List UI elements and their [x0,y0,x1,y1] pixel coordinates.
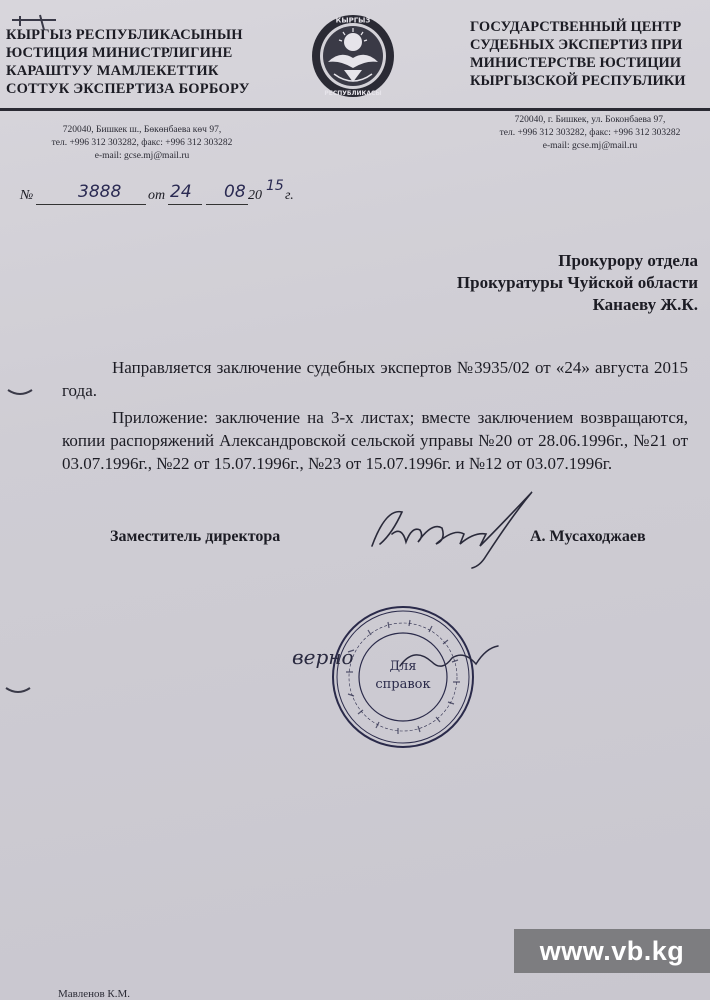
header-russian-line: ГОСУДАРСТВЕННЫЙ ЦЕНТР [470,19,682,35]
recipient-line: Прокуратуры Чуйской области [456,273,698,292]
address-line: тел. +996 312 303282, факс: +996 312 303282 [499,128,681,138]
letter-body [62,356,688,479]
header-kyrgyz-line: СОТТУК ЭКСПЕРТИЗА БОРБОРУ [6,81,250,97]
ref-year-prefix: 20 [248,188,262,203]
ref-date-label: от [148,188,166,203]
emblem-bottom-text: РЕСПУБЛИКАСЫ [324,90,382,97]
address-line: e-mail: gcse.mj@mail.ru [542,141,638,151]
address-russian [470,114,710,153]
header-russian-line: КЫРГЫЗСКОЙ РЕСПУБЛИКИ [470,73,686,89]
address-line: 720040, Бишкек ш., Бөкөнбаева көч 97, [62,125,222,135]
state-emblem-icon [310,12,396,100]
ref-month: 08 [224,182,246,202]
ref-day-line [168,204,202,205]
ref-number-line [36,204,146,205]
header-kyrgyz [6,26,306,98]
ref-number: 3888 [78,182,122,202]
ref-number-label: № [20,188,34,203]
ref-month-line [206,204,248,205]
address-kyrgyz [12,124,272,163]
recipient-block [300,250,698,316]
address-line: тел. +996 312 303282, факс: +996 312 303282 [51,138,233,148]
ref-year-suffix: 15 [266,178,284,194]
header-russian [470,18,710,90]
punch-mark-icon [4,684,32,696]
header-russian-line: МИНИСТЕРСТВЕ ЮСТИЦИИ [470,55,682,71]
ref-day: 24 [170,182,192,202]
site-watermark: www.vb.kg [514,929,710,973]
body-paragraph: Направляется заключение судебных экспертов №3935/02 от «24» августа 2015 года. [62,358,688,400]
stamp-center-line1: Для [389,659,417,674]
signatory-title: Заместитель директора [110,528,281,545]
punch-mark-icon [6,386,34,398]
address-line: e-mail: gcse.mj@mail.ru [94,151,190,161]
body-paragraph: Приложение: заключение на 3-х листах; вместе заключением возвращаются, копии распоряжений Александровской сельской управы №20 от 28.06.1996г., №21 от 03.07.1996г., №22 от 15.07.1996г., №23 от 15.07.1996г. и №12 от 03.07.1996г. [62,408,688,473]
header-kyrgyz-line: КАРАШТУУ МАМЛЕКЕТТИК [6,63,219,79]
emblem-top-text: КЫРГЫЗ [335,16,371,25]
ref-year-label: г. [285,188,294,203]
signatory-name: А. Мусаходжаев [530,528,646,545]
header-kyrgyz-line: КЫРГЫЗ РЕСПУБЛИКАСЫНЫН [6,27,243,43]
recipient-line: Прокурору отдела [558,251,698,270]
outgoing-reference [20,178,320,210]
header-kyrgyz-line: ЮСТИЦИЯ МИНИСТРЛИГИНЕ [6,45,233,61]
executor-name: Мавленов К.М. [58,988,131,1000]
header-divider [0,108,710,111]
binder-clip-mark-icon [10,12,60,34]
handwritten-signature [362,486,538,572]
stamp-center-line2: справок [375,677,431,692]
handwritten-note [292,642,502,682]
address-line: 720040, г. Бишкек, ул. Боконбаева 97, [514,115,666,125]
header-russian-line: СУДЕБНЫХ ЭКСПЕРТИЗ ПРИ [470,37,683,53]
handwritten-note-text: верно [292,645,354,669]
recipient-line: Канаеву Ж.К. [592,295,698,314]
